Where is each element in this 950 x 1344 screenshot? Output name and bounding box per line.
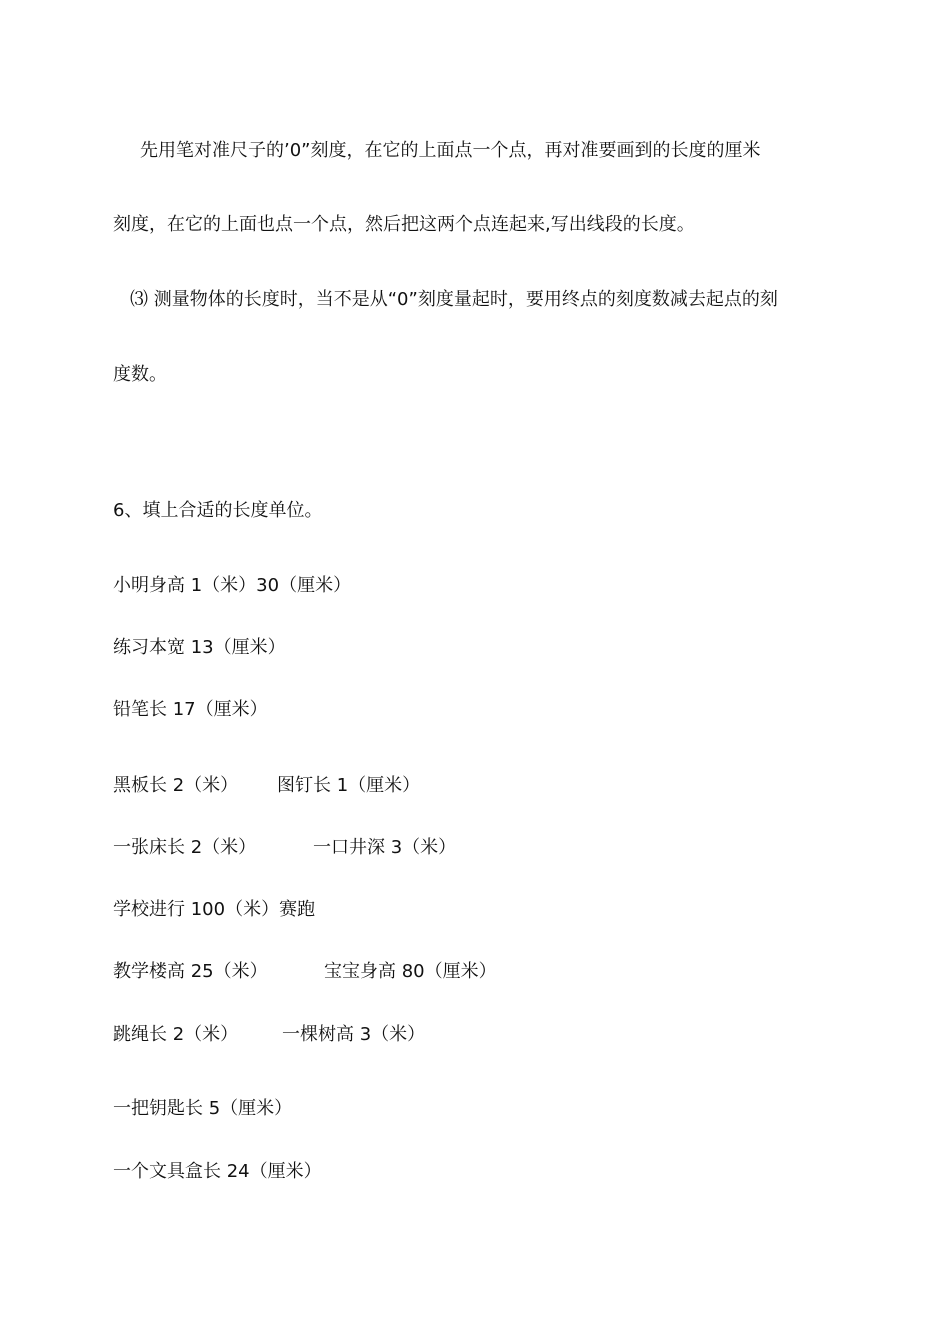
list-item: 一张床长 2（米）	[113, 837, 257, 858]
list-item: 宝宝身高 80（厘米）	[324, 961, 497, 982]
paragraph-line: 度数。	[113, 364, 167, 385]
list-item: 铅笔长 17（厘米）	[113, 699, 268, 720]
list-item: 黑板长 2（米）	[113, 775, 239, 796]
paragraph-line: ⑶ 测量物体的长度时，当不是从“0”刻度量起时，要用终点的刻度数减去起点的刻	[130, 289, 778, 310]
paragraph-line: 先用笔对准尺子的’0”刻度，在它的上面点一个点，再对准要画到的长度的厘米	[140, 140, 761, 161]
list-item: 教学楼高 25（米）	[113, 961, 268, 982]
list-item: 学校进行 100（米）赛跑	[113, 899, 316, 920]
paragraph-line: 刻度，在它的上面也点一个点，然后把这两个点连起来,写出线段的长度。	[113, 214, 695, 235]
list-item: 练习本宽 13（厘米）	[113, 637, 286, 658]
list-item: 一棵树高 3（米）	[282, 1024, 426, 1045]
list-item: 图钉长 1（厘米）	[277, 775, 421, 796]
list-item: 一口井深 3（米）	[313, 837, 457, 858]
section-heading: 6、填上合适的长度单位。	[113, 500, 323, 521]
list-item: 小明身高 1（米）30（厘米）	[113, 575, 352, 596]
list-item: 跳绳长 2（米）	[113, 1024, 239, 1045]
list-item: 一把钥匙长 5（厘米）	[113, 1098, 293, 1119]
list-item: 一个文具盒长 24（厘米）	[113, 1161, 322, 1182]
